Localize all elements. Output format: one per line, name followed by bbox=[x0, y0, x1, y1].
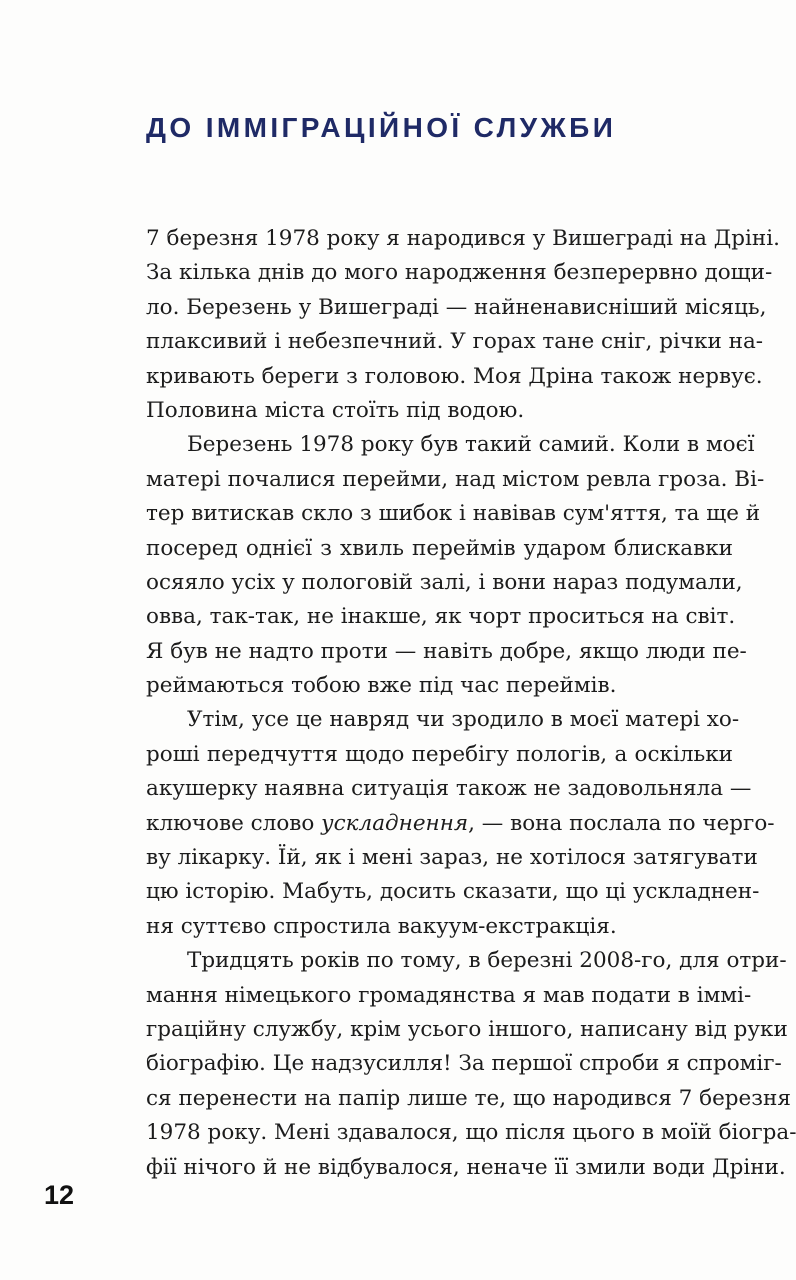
text-line: матері почалися перейми, над містом ревла гроза. Ві- bbox=[146, 466, 765, 492]
text-line: ву лікарку. Їй, як і мені зараз, не хотілося затягувати bbox=[146, 845, 758, 871]
text-line: плаксивий і небезпечний. У горах тане сніг, річки на- bbox=[146, 329, 764, 355]
text-line: цю історію. Мабуть, досить сказати, що ці ускладнен- bbox=[146, 879, 760, 905]
text-line: роші передчуття щодо перебігу пологів, а оскільки bbox=[146, 741, 733, 767]
text-line: акушерку наявна ситуація також не задовольняла — bbox=[146, 776, 752, 802]
emphasis: ускладнення bbox=[321, 810, 469, 836]
body-text bbox=[146, 222, 796, 1185]
paragraph bbox=[146, 944, 796, 1185]
text-line: реймаються тобою вже під час переймів. bbox=[146, 673, 617, 699]
text-line: посеред однієї з хвиль переймів ударом блискавки bbox=[146, 535, 733, 561]
text-line: осяяло усіх у пологовій залі, і вони нараз подумали, bbox=[146, 569, 743, 595]
text-line: За кілька днів до мого народження безперервно дощи- bbox=[146, 260, 773, 286]
text-line: біографію. Це надзусилля! За першої спроби я спроміг- bbox=[146, 1051, 782, 1077]
text-line: фії нічого й не відбувалося, неначе її змили води Дріни. bbox=[146, 1154, 786, 1180]
text-line: Тридцять років по тому, в березні 2008-го, для отри- bbox=[187, 948, 787, 974]
text-line: 7 березня 1978 року я народився у Вишеграді на Дріні. bbox=[146, 226, 780, 251]
text-line: Березень 1978 року був такий самий. Коли в моєї bbox=[187, 432, 755, 458]
text-line: Утім, усе це навряд чи зродило в моєї матері хо- bbox=[187, 707, 740, 733]
text-line: 1978 року. Мені здавалося, що після цього в моїй біогра- bbox=[146, 1120, 796, 1146]
paragraph bbox=[146, 703, 775, 944]
text-line: ся перенести на папір лише те, що народився 7 березня bbox=[146, 1085, 791, 1111]
text-line: овва, так-так, не інакше, як чорт проситься на світ. bbox=[146, 604, 736, 630]
text-line: граційну службу, крім усього іншого, написану від руки bbox=[146, 1016, 788, 1042]
text-line: кривають береги з головою. Моя Дріна також нервує. bbox=[146, 363, 763, 389]
paragraph bbox=[146, 428, 765, 703]
paragraph bbox=[146, 222, 780, 428]
chapter-title: ДО ІММІГРАЦІЙНОЇ СЛУЖБИ bbox=[146, 112, 617, 143]
page-number: 12 bbox=[44, 1180, 75, 1210]
text-line: ключове слово ускладнення, — вона послала по черго- bbox=[146, 810, 775, 836]
text-line: Половина міста стоїть під водою. bbox=[146, 397, 525, 423]
text-line: мання німецького громадянства я мав подати в іммі- bbox=[146, 982, 752, 1008]
text-line: Я був не надто проти — навіть добре, якщо люди пе- bbox=[146, 638, 747, 664]
text-line: ня суттєво спростила вакуум-екстракція. bbox=[146, 913, 617, 939]
text-line: тер витискав скло з шибок і навівав сум'яття, та ще й bbox=[146, 501, 761, 527]
text-line: ло. Березень у Вишеграді — найненависніший місяць, bbox=[146, 294, 767, 320]
